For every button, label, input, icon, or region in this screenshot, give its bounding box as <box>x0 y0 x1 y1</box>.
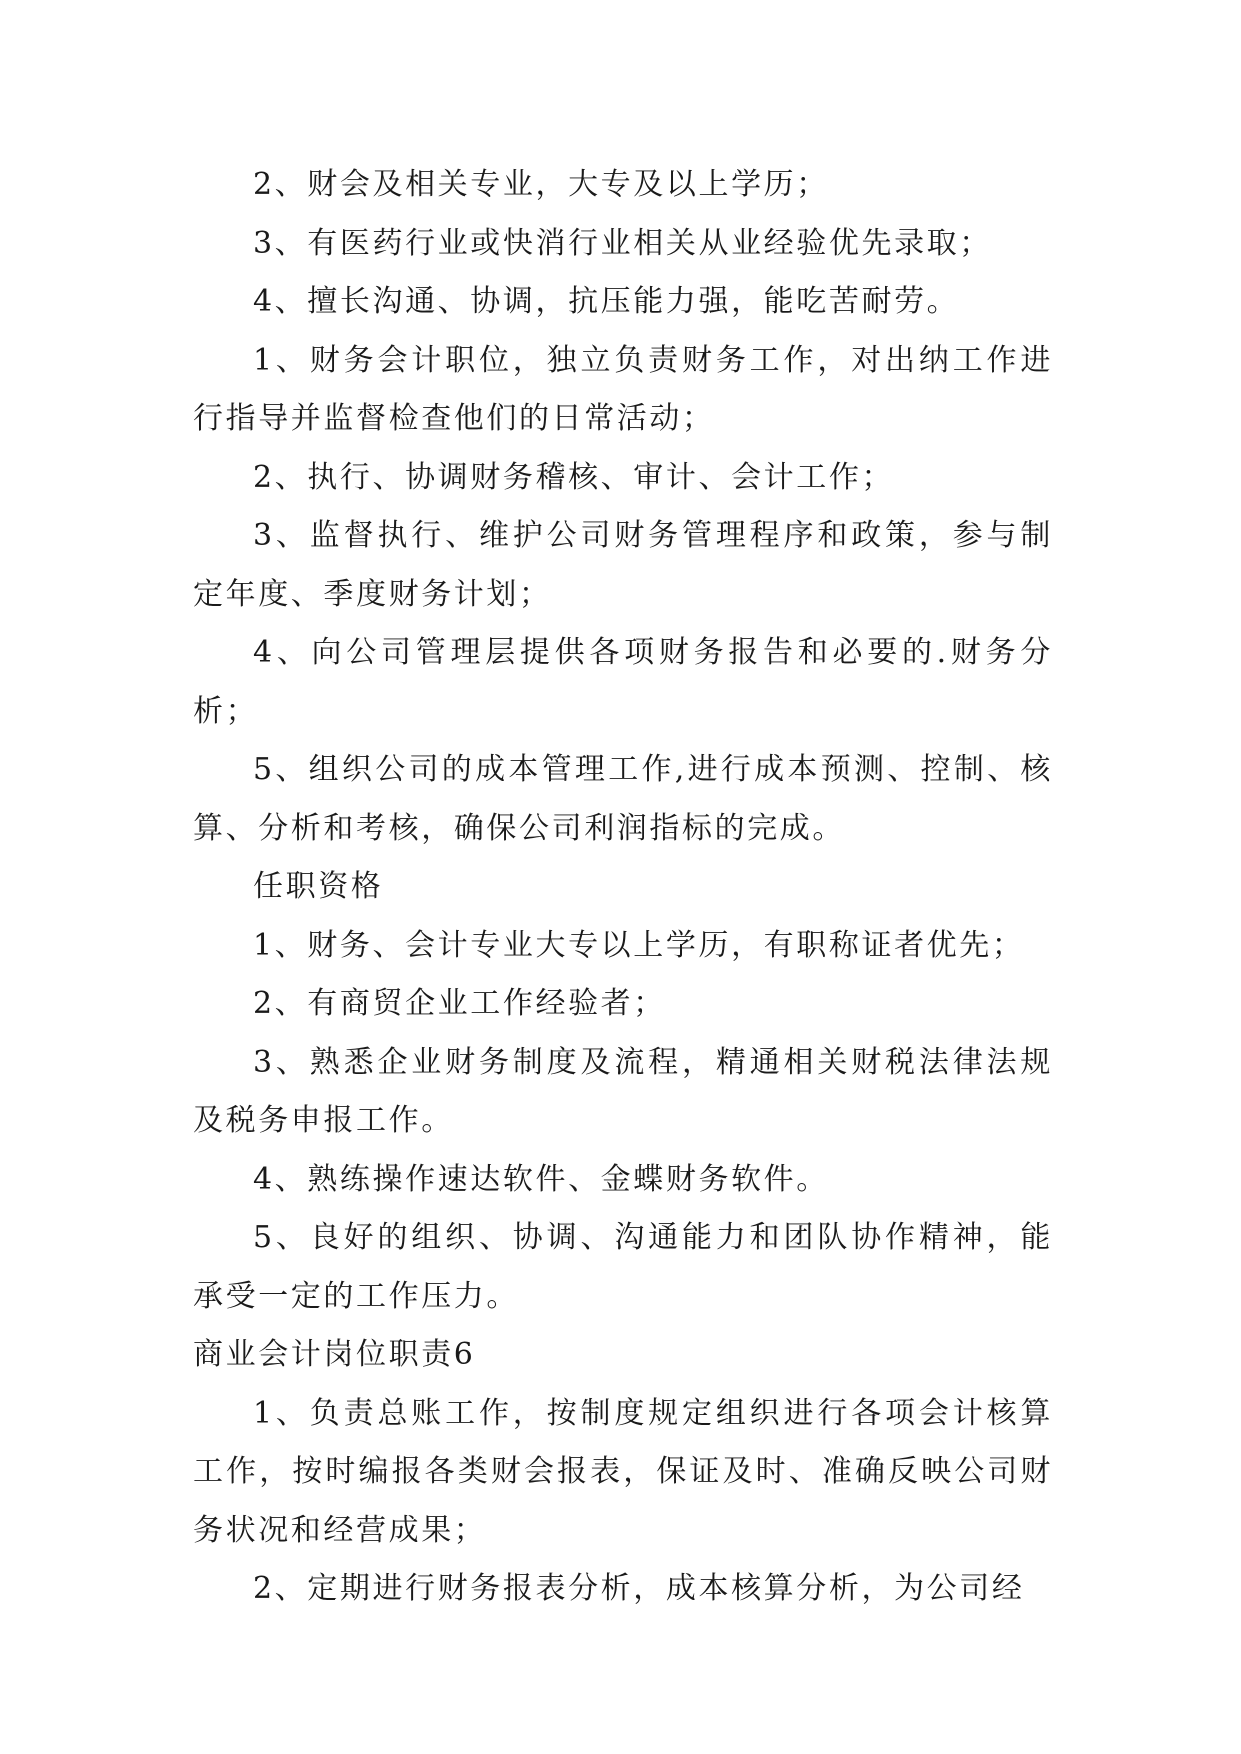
paragraph: 4、向公司管理层提供各项财务报告和必要的.财务分析； <box>193 635 1053 729</box>
document-body <box>193 156 1053 1619</box>
paragraph: 2、定期进行财务报表分析，成本核算分析，为公司经 <box>253 1571 1025 1606</box>
paragraph: 3、有医药行业或快消行业相关从业经验优先录取； <box>253 225 992 261</box>
paragraph: 3、监督执行、维护公司财务管理程序和政策，参与制定年度、季度财务计划； <box>193 518 1053 612</box>
paragraph: 2、财会及相关专业，大专及以上学历； <box>253 167 829 202</box>
paragraph: 5、组织公司的成本管理工作,进行成本预测、控制、核算、分析和考核，确保公司利润指标的完成。 <box>193 752 1053 846</box>
paragraph: 5、良好的组织、协调、沟通能力和团队协作精神，能承受一定的工作压力。 <box>193 1220 1053 1314</box>
paragraph: 1、财务会计职位，独立负责财务工作，对出纳工作进行指导并监督检查他们的日常活动； <box>193 342 1053 436</box>
paragraph: 3、熟悉企业财务制度及流程，精通相关财税法律法规及税务申报工作。 <box>193 1044 1053 1138</box>
paragraph: 2、执行、协调财务稽核、审计、会计工作； <box>253 459 895 495</box>
paragraph: 1、财务、会计专业大专以上学历，有职称证者优先； <box>253 927 1025 963</box>
paragraph: 1、负责总账工作，按制度规定组织进行各项会计核算工作，按时编报各类财会报表，保证及时、准确反映公司财务状况和经营成果； <box>193 1395 1053 1548</box>
document-title: 商业会计岗位职责6 <box>193 1337 476 1372</box>
paragraph: 4、擅长沟通、协调，抗压能力强，能吃苦耐劳。 <box>253 284 960 319</box>
section-heading: 任职资格 <box>253 869 384 904</box>
paragraph: 2、有商贸企业工作经验者； <box>253 986 666 1021</box>
paragraph: 4、熟练操作速达软件、金蝶财务软件。 <box>253 1161 829 1197</box>
